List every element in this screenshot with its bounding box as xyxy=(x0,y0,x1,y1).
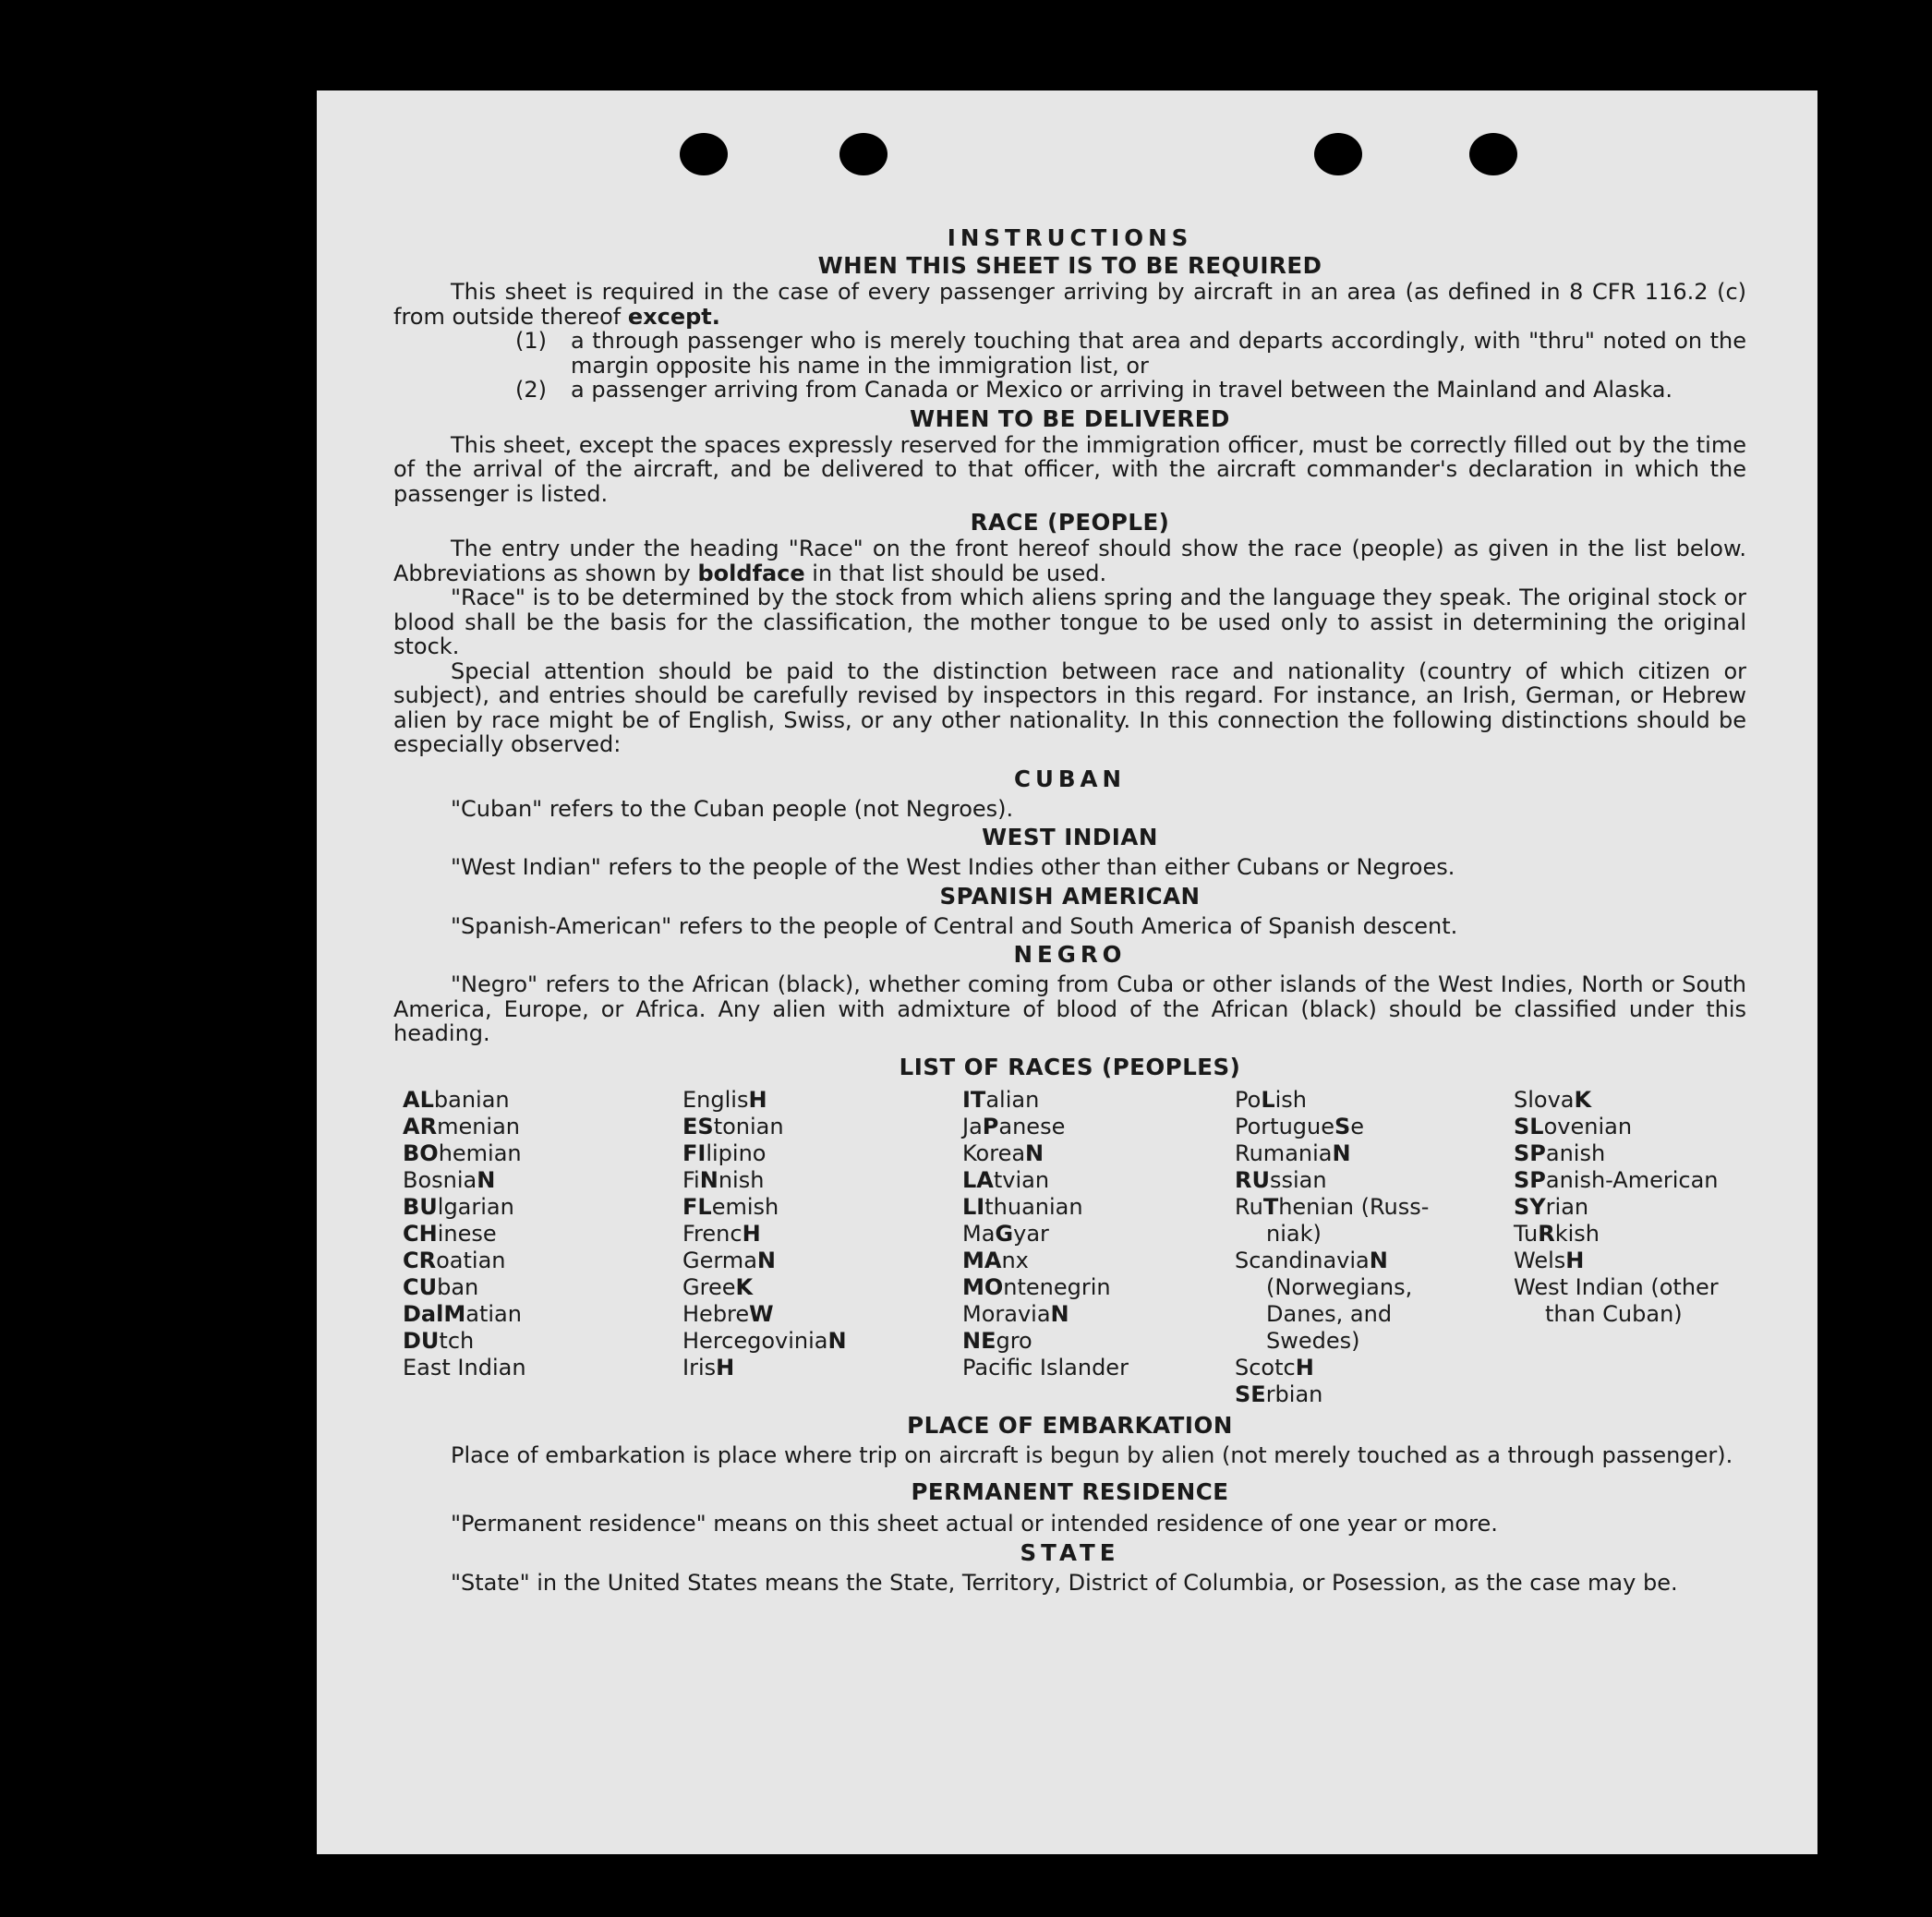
race-entry: LAtvian xyxy=(962,1166,1050,1193)
race-entry: WelsH xyxy=(1514,1247,1585,1273)
race-paragraph: "Race" is to be determined by the stock from which aliens spring and the language they speak. The original stock or blood shall be the basis for the classification, the mother tongue to be used only to assist in determining the original stock. xyxy=(393,585,1746,659)
race-entry: MOntenegrin xyxy=(962,1273,1111,1300)
race-entry: East Indian xyxy=(403,1354,526,1380)
cuban-text: "Cuban" refers to the Cuban people (not Negroes). xyxy=(451,795,1014,822)
heading-delivered: WHEN TO BE DELIVERED xyxy=(910,404,1230,432)
heading-embarkation: PLACE OF EMBARKATION xyxy=(907,1411,1233,1439)
race-entry: FiNnish xyxy=(682,1166,765,1193)
race-entry: LIthuanian xyxy=(962,1193,1083,1220)
race-entry: SlovaK xyxy=(1514,1086,1592,1113)
race-list xyxy=(393,1087,1746,1408)
race-entry: CRoatian xyxy=(403,1247,506,1273)
heading-negro: NEGRO xyxy=(1013,941,1127,968)
race-entry: BosniaN xyxy=(403,1166,496,1193)
negro-text: "Negro" refers to the African (black), whether coming from Cuba or other islands of the West Indies, North or South America, Europe, or Africa. Any alien with admixture of blood of the African (black) should be classified under this heading. xyxy=(393,971,1746,1046)
race-entry: SPanish xyxy=(1514,1139,1606,1166)
race-entry: JaPanese xyxy=(962,1113,1066,1139)
race-column xyxy=(1514,1087,1745,1408)
race-entry: CUban xyxy=(403,1273,479,1300)
race-entry: RumaniaN xyxy=(1235,1139,1351,1166)
race-entry: NEgro xyxy=(962,1327,1032,1354)
heading-residence: PERMANENT RESIDENCE xyxy=(911,1478,1229,1505)
delivered-text: This sheet, except the spaces expressly reserved for the immigration officer, must be correctly filled out by the time of the arrival of the aircraft, and be delivered to that officer, with the aircraft commander's declaration in which the passenger is listed. xyxy=(393,431,1746,507)
spanish-american-text: "Spanish-American" refers to the people of Central and South America of Spanish descent. xyxy=(451,912,1458,939)
race-entry: RuThenian (Russ- xyxy=(1235,1193,1430,1220)
race-entry: West Indian (other xyxy=(1514,1273,1719,1300)
race-entry: ARmenian xyxy=(403,1113,521,1139)
race-entry: ScandinaviaN xyxy=(1235,1247,1388,1273)
race-column xyxy=(682,1087,962,1408)
race-entry: MAnx xyxy=(962,1247,1029,1273)
race-column xyxy=(393,1087,682,1408)
heading-west-indian: WEST INDIAN xyxy=(982,824,1158,850)
race-entry: Pacific Islander xyxy=(962,1354,1129,1380)
race-entry: MoraviaN xyxy=(962,1300,1069,1327)
race-entry: FLemish xyxy=(682,1193,779,1220)
heading-cuban: CUBAN xyxy=(1013,765,1126,792)
race-entry: EStonian xyxy=(682,1113,784,1139)
race-entry: Swedes) xyxy=(1266,1327,1360,1354)
race-entry: DalMatian xyxy=(403,1300,522,1327)
state-text: "State" in the United States means the State, Territory, District of Columbia, or Posession, as the case may be. xyxy=(451,1569,1678,1596)
race-entry: TuRkish xyxy=(1514,1220,1600,1247)
race-entry: FrencH xyxy=(682,1220,761,1247)
race-entry: Danes, and xyxy=(1266,1300,1393,1327)
required-item: (1) a through passenger who is merely touching that area and departs accordingly, with "thru" noted on the margin opposite his name in the immigration list, or xyxy=(515,328,1746,379)
race-entry: ScotcH xyxy=(1235,1354,1314,1380)
sheet-content xyxy=(393,224,1746,1595)
punch-hole xyxy=(1314,133,1362,175)
race-entry: MaGyar xyxy=(962,1220,1049,1247)
race-entry: CHinese xyxy=(403,1220,497,1247)
race-entry: HercegoviniaN xyxy=(682,1327,847,1354)
race-entry: BOhemian xyxy=(403,1139,522,1166)
race-entry: RUssian xyxy=(1235,1166,1327,1193)
punch-hole xyxy=(680,133,728,175)
race-entry: SLovenian xyxy=(1514,1113,1633,1139)
race-entry: EnglisH xyxy=(682,1086,767,1113)
race-entry: (Norwegians, xyxy=(1266,1273,1413,1300)
race-entry: KoreaN xyxy=(962,1139,1044,1166)
race-entry: niak) xyxy=(1266,1220,1322,1247)
heading-state: STATE xyxy=(1020,1538,1120,1566)
race-entry: FIlipino xyxy=(682,1139,767,1166)
heading-race: RACE (PEOPLE) xyxy=(970,509,1170,536)
race-entry: HebreW xyxy=(682,1300,774,1327)
race-entry: SErbian xyxy=(1235,1380,1323,1407)
race-column xyxy=(962,1087,1235,1408)
heading-list-of-races: LIST OF RACES (PEOPLES) xyxy=(899,1053,1241,1080)
required-item: (2) a passenger arriving from Canada or Mexico or arriving in travel between the Mainland and Alaska. xyxy=(515,377,1673,403)
race-entry: PortugueSe xyxy=(1235,1113,1365,1139)
west-indian-text: "West Indian" refers to the people of the West Indies other than either Cubans or Negroes. xyxy=(451,854,1455,880)
race-entry: GreeK xyxy=(682,1273,754,1300)
page-title: INSTRUCTIONS xyxy=(947,224,1193,251)
residence-text: "Permanent residence" means on this sheet actual or intended residence of one year or more. xyxy=(451,1511,1498,1537)
race-entry: IrisH xyxy=(682,1354,735,1380)
race-entry: ALbanian xyxy=(403,1086,510,1113)
heading-required: WHEN THIS SHEET IS TO BE REQUIRED xyxy=(817,252,1322,279)
race-column xyxy=(1235,1087,1514,1408)
race-entry: than Cuban) xyxy=(1545,1300,1683,1327)
punch-hole xyxy=(1469,133,1517,175)
heading-spanish-american: SPANISH AMERICAN xyxy=(939,882,1201,910)
race-entry: GermaN xyxy=(682,1247,776,1273)
race-entry: PoLish xyxy=(1235,1086,1307,1113)
embarkation-text: Place of embarkation is place where trip on aircraft is begun by alien (not merely touched as a through passenger). xyxy=(451,1441,1733,1468)
race-entry: BUlgarian xyxy=(403,1193,514,1220)
race-paragraph: The entry under the heading "Race" on the front hereof should show the race (people) as given in the list below. Abbreviations as shown by boldface in that list should be used. xyxy=(393,536,1746,586)
race-paragraph: Special attention should be paid to the distinction between race and nationality (country of which citizen or subject), and entries should be carefully revised by inspectors in this regard. For instance, an Irish, German, or Hebrew alien by race might be of English, Swiss, or any other nationality. In this connection the following distinctions should be especially observed: xyxy=(393,657,1746,757)
required-intro: This sheet is required in the case of every passenger arriving by aircraft in an area (as defined in 8 CFR 116.2 (c) from outside thereof except. xyxy=(393,279,1746,330)
race-entry: DUtch xyxy=(403,1327,475,1354)
race-entry: ITalian xyxy=(962,1086,1040,1113)
race-entry: SPanish-American xyxy=(1514,1166,1719,1193)
punch-hole xyxy=(839,133,888,175)
race-entry: SYrian xyxy=(1514,1193,1589,1220)
instruction-sheet xyxy=(317,90,1817,1854)
